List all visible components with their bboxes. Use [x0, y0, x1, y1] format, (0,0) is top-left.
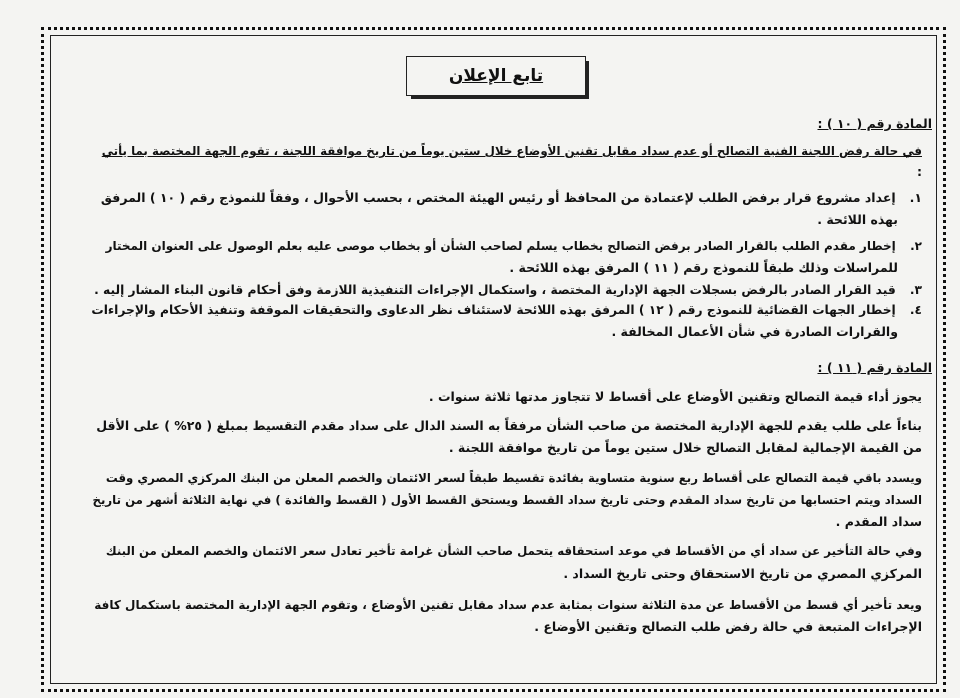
article-11-para-1: يجوز أداء قيمة التصالح وتقنين الأوضاع على أقساط لا تتجاوز مدتها ثلاثة سنوات . — [428, 389, 922, 404]
article-11-para-3-line2: السداد ويتم احتسابها من تاريخ سداد المقدم وحتى تاريخ سداد القسط ويستحق القسط الأول ( القسط والفائدة ) في نهاية الثلاثة أشهر من تاريخ — [92, 493, 922, 507]
article-10-item-2-cont: للمراسلات وذلك طبقاً للنموذج رقم ( ١١ ) المرفق بهذه اللائحة . — [509, 260, 898, 275]
item-text: قيد القرار الصادر بالرفض بسجلات الجهة الإدارية المختصة ، واستكمال الإجراءات التنفيذية اللازمة وفق أحكام قانون البناء المشار إليه . — [94, 283, 896, 297]
article-11-para-3-line1: ويسدد باقي قيمة التصالح على أقساط ربع سنوية متساوية بفائدة تقسيط طبقاً لسعر الائتمان والخصم المعلن من البنك المركزي المصري وقت — [105, 471, 922, 485]
article-11-para-4-line2: المركزي المصري من تاريخ الاستحقاق وحتى تاريخ السداد . — [563, 566, 922, 581]
article-10-item-1-cont: بهذه اللائحة . — [817, 212, 898, 227]
title-box — [406, 56, 586, 96]
article-10-heading: المادة رقم ( ١٠ ) : — [817, 116, 932, 131]
article-10-intro-line2: : — [917, 164, 922, 179]
article-11-para-3-line3: سداد المقدم . — [835, 514, 922, 529]
article-11-para-5-line1: ويعد تأخير أي قسط من الأقساط عن مدة الثلاثة سنوات بمثابة عدم سداد مقابل تقنين الأوضاع ، وتقوم الجهة الإدارية المختصة باستكمال كافة — [94, 598, 922, 612]
item-text: إخطار مقدم الطلب بالقرار الصادر برفض التصالح بخطاب يسلم لصاحب الشأن أو بخطاب موصى عليه بعلم الوصول على العنوان المختار — [105, 239, 896, 253]
article-11-heading: المادة رقم ( ١١ ) : — [817, 360, 932, 375]
article-10-item-4-cont: والقرارات الصادرة في شأن الأعمال المخالفة . — [611, 324, 898, 339]
article-11-para-2-line2: من القيمة الإجمالية لمقابل التصالح خلال ستين يوماً من تاريخ موافقة اللجنة . — [448, 440, 922, 455]
article-10-item-2 — [106, 238, 922, 254]
article-11-para-5-line2: الإجراءات المتبعة في حالة رفض طلب التصالح وتقنين الأوضاع . — [534, 619, 922, 634]
article-10-item-1 — [101, 190, 922, 206]
item-number: ٢. — [910, 239, 922, 253]
article-11-para-4-line1: وفي حالة التأخير عن سداد أي من الأقساط في موعد استحقاقه يتحمل صاحب الشأن غرامة تأخير تعادل سعر الائتمان والخصم المعلن من البنك — [105, 544, 922, 558]
item-number: ٤. — [909, 303, 922, 317]
article-10-item-3 — [94, 282, 922, 298]
item-text: إعداد مشروع قرار برفض الطلب لإعتمادة من المحافظ أو رئيس الهيئة المختص ، بحسب الأحوال ، وفقاً للنموذج رقم ( ١٠ ) المرفق — [100, 190, 896, 205]
item-number: ١. — [909, 190, 922, 205]
article-10-intro-line1: في حالة رفض اللجنة الفنية التصالح أو عدم سداد مقابل تقنين الأوضاع خلال ستين يوماً من تاريخ موافقة اللجنة ، تقوم الجهة المختصة بما يأتي — [101, 144, 922, 158]
item-number: ٣. — [909, 283, 922, 297]
page-border-inner — [50, 35, 937, 684]
article-11-para-2-line1: بناءاً على طلب يقدم للجهة الإدارية المختصة من صاحب الشأن مرفقاً به السند الدال على سداد مقدم التقسيط بمبلغ ( ٢٥% ) على الأقل — [96, 418, 922, 433]
page-title: تابع الإعلان — [448, 66, 544, 86]
item-text: إخطار الجهات القضائية للنموذج رقم ( ١٢ ) المرفق بهذه اللائحة لاستئناف نظر الدعاوى والتحقيقات الموقفة وتنفيذ الأحكام والإجراءات — [91, 303, 896, 317]
article-10-item-4 — [91, 302, 922, 318]
